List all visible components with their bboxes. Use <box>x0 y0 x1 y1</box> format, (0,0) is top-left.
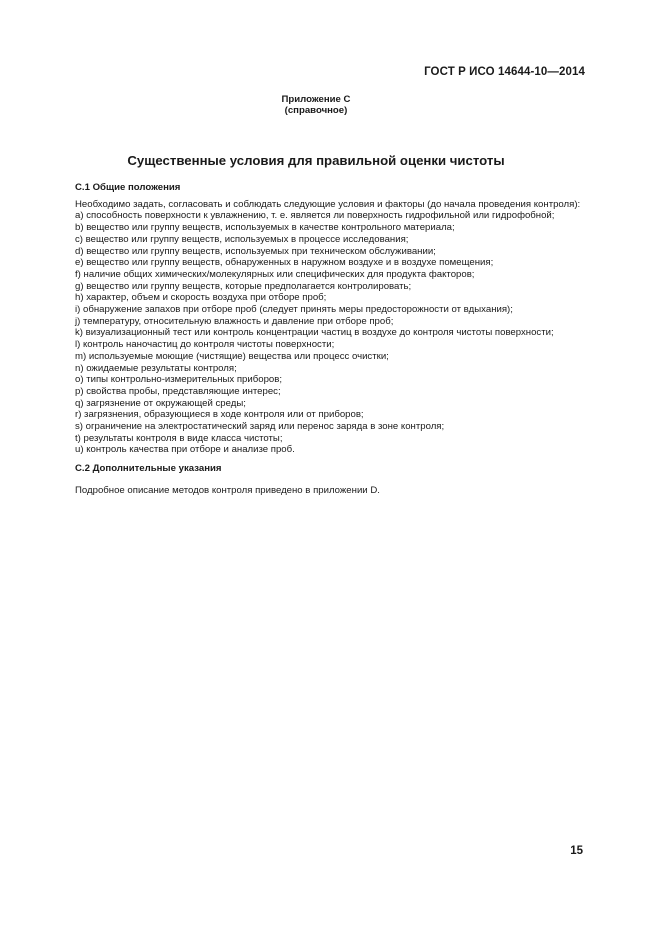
list-item: t) результаты контроля в виде класса чистоты; <box>75 432 283 444</box>
section-heading-c1: С.1 Общие положения <box>75 182 181 193</box>
list-item: a) способность поверхности к увлажнению, т. е. является ли поверхность гидрофильной или гидрофобной; <box>75 210 555 222</box>
list-item: g) вещество или группу веществ, которые предполагается контролировать; <box>75 280 412 292</box>
annex-note: (справочное) <box>284 105 348 116</box>
spacer <box>75 456 583 463</box>
list-item: o) типы контрольно-измерительных приборов; <box>75 374 283 386</box>
document-body <box>75 182 583 497</box>
conditions-list <box>75 210 583 456</box>
standard-designation: ГОСТ Р ИСО 14644-10—2014 <box>424 66 585 78</box>
list-item: i) обнаружение запахов при отборе проб (следует принять меры предосторожности от вдыхания); <box>75 304 513 316</box>
list-item: b) вещество или группу веществ, используемых в качестве контрольного материала; <box>75 222 455 234</box>
list-item: q) загрязнение от окружающей среды; <box>75 397 246 409</box>
page-number: 15 <box>570 845 583 857</box>
section-heading-c2: С.2 Дополнительные указания <box>75 463 222 475</box>
list-item: l) контроль наночастиц до контроля чистоты поверхности; <box>75 339 335 351</box>
list-item: r) загрязнения, образующиеся в ходе контроля или от приборов; <box>75 409 364 421</box>
list-item: d) вещество или группу веществ, используемых при техническом обслуживании; <box>75 245 436 257</box>
list-item: e) вещество или группу веществ, обнаруженных в наружном воздухе и в воздухе помещения; <box>75 257 494 269</box>
section-intro: Необходимо задать, согласовать и соблюдать следующие условия и факторы (до начала проведения контроля): <box>75 198 581 210</box>
annex-title: Приложение С <box>281 94 351 105</box>
list-item: m) используемые моющие (чистящие) вещества или процесс очистки; <box>75 350 389 362</box>
list-item: u) контроль качества при отборе и анализе проб. <box>75 444 295 456</box>
section-c2-text: Подробное описание методов контроля приведено в приложении D. <box>75 484 380 496</box>
list-item: k) визуализационный тест или контроль концентрации частиц в воздухе до контроля чистоты поверхности; <box>75 327 554 339</box>
list-item: c) вещество или группу веществ, используемых в процессе исследования; <box>75 233 409 245</box>
page-title: Существенные условия для правильной оценки чистоты <box>127 153 505 168</box>
list-item: n) ожидаемые результаты контроля; <box>75 362 237 374</box>
list-item: p) свойства пробы, представляющие интерес; <box>75 385 281 397</box>
list-item: h) характер, объем и скорость воздуха при отборе проб; <box>75 292 327 304</box>
list-item: s) ограничение на электростатический заряд или перенос заряда в зоне контроля; <box>75 421 445 433</box>
list-item: j) температуру, относительную влажность и давление при отборе проб; <box>75 315 394 327</box>
annex-label <box>0 94 632 116</box>
list-item: f) наличие общих химических/молекулярных или специфических для продукта факторов; <box>75 268 475 280</box>
